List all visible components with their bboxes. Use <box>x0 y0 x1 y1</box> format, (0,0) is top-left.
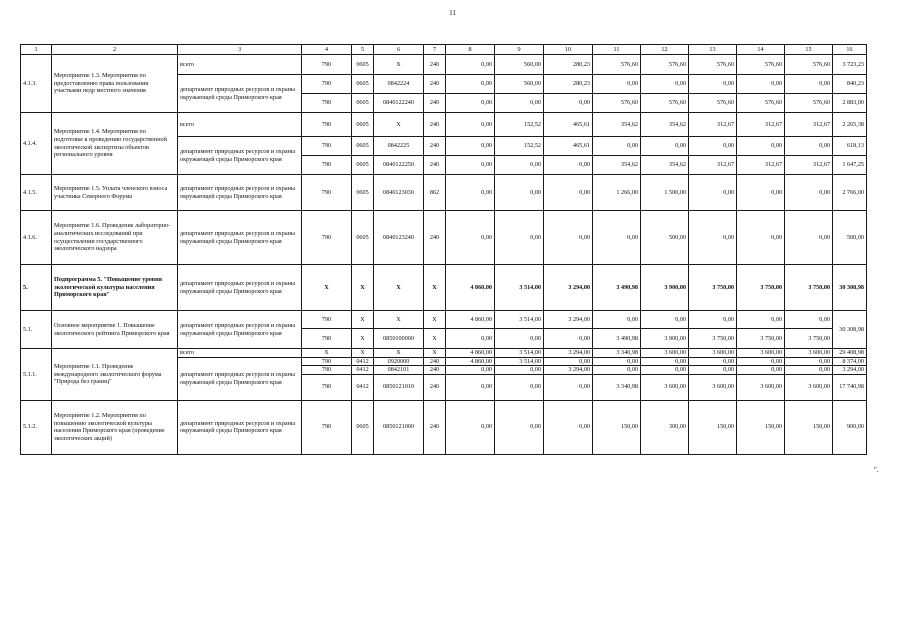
row-name: Мероприятие 1.5. Уплата членского взноса участника Северного Форума <box>52 175 178 211</box>
row-responsible: департамент природных ресурсов и охраны окружающей среды Приморского края <box>178 137 302 175</box>
cell-value: 354,62 <box>593 113 641 137</box>
cell-value: 150,00 <box>737 400 785 454</box>
cell-total: 17 740,98 <box>833 374 867 400</box>
cell-value: 0,00 <box>495 175 544 211</box>
cell-value: 0,00 <box>544 357 593 366</box>
cell-value: 312,67 <box>689 113 737 137</box>
cell-value: 0,00 <box>446 113 495 137</box>
cell-value: 576,60 <box>785 94 833 113</box>
cell-value: 0,00 <box>446 329 495 349</box>
cell-total: 618,13 <box>833 137 867 156</box>
cell-csr: 0840122250 <box>374 156 424 175</box>
budget-table <box>20 44 867 455</box>
cell-value: 3 340,98 <box>593 374 641 400</box>
cell-value: 312,67 <box>785 113 833 137</box>
cell-grbs: X <box>302 265 352 311</box>
cell-value: 3 600,00 <box>641 349 689 358</box>
cell-total: 3 294,00 <box>833 366 867 375</box>
row-name: Мероприятие 1.6. Проведение лабораторно-аналитических исследований при осуществлении государственного экологического надзора <box>52 211 178 265</box>
cell-vr: X <box>424 349 446 358</box>
cell-rzpr: 0605 <box>352 156 374 175</box>
cell-value: 3 294,00 <box>544 311 593 329</box>
row-responsible: департамент природных ресурсов и охраны окружающей среды Приморского края <box>178 211 302 265</box>
cell-vr: 240 <box>424 400 446 454</box>
cell-value: 4 860,00 <box>446 349 495 358</box>
cell-total: 2 265,38 <box>833 113 867 137</box>
cell-value: 3 600,00 <box>641 374 689 400</box>
cell-rzpr: X <box>352 311 374 329</box>
cell-value: 0,00 <box>785 357 833 366</box>
cell-rzpr: X <box>352 349 374 358</box>
cell-value: 0,00 <box>689 175 737 211</box>
cell-value: 0,00 <box>495 94 544 113</box>
cell-rzpr: X <box>352 329 374 349</box>
cell-value: 3 294,00 <box>544 366 593 375</box>
cell-value: 500,00 <box>641 211 689 265</box>
cell-grbs: 790 <box>302 94 352 113</box>
row-name: Основное мероприятие 1. Повышение экологического рейтинга Приморского края <box>52 311 178 349</box>
cell-value: 0,00 <box>446 137 495 156</box>
cell-value: 0,00 <box>446 55 495 75</box>
cell-csr: 0842101 <box>374 366 424 375</box>
cell-value: 150,00 <box>689 400 737 454</box>
cell-value: 3 294,00 <box>544 265 593 311</box>
cell-value: 0,00 <box>737 311 785 329</box>
row-responsible: департамент природных ресурсов и охраны окружающей среды Приморского края <box>178 75 302 113</box>
cell-csr: X <box>374 265 424 311</box>
cell-value: 0,00 <box>593 311 641 329</box>
header-cell: 6 <box>374 45 424 55</box>
cell-value: 0,00 <box>495 400 544 454</box>
cell-vr: 240 <box>424 211 446 265</box>
header-cell: 10 <box>544 45 593 55</box>
cell-value: 300,00 <box>641 400 689 454</box>
table-row <box>21 349 867 358</box>
cell-value: 0,00 <box>544 156 593 175</box>
cell-value: 0,00 <box>689 366 737 375</box>
table-row <box>21 400 867 454</box>
cell-value: 3 750,00 <box>689 329 737 349</box>
header-cell: 3 <box>178 45 302 55</box>
row-code: 4.1.6. <box>21 211 52 265</box>
cell-value: 3 600,00 <box>785 349 833 358</box>
cell-value: 152,52 <box>495 137 544 156</box>
cell-csr: 0840123240 <box>374 211 424 265</box>
cell-value: 4 860,00 <box>446 357 495 366</box>
cell-value: 0,00 <box>446 400 495 454</box>
cell-value: 0,00 <box>689 75 737 94</box>
row-responsible: всего <box>178 113 302 137</box>
table-row <box>21 55 867 75</box>
cell-vr: 240 <box>424 55 446 75</box>
row-name: Мероприятие 1.3. Мероприятия по предоставлению права пользования участками недр местного значения <box>52 55 178 113</box>
cell-value: 0,00 <box>544 175 593 211</box>
cell-csr: 0850121010 <box>374 374 424 400</box>
cell-rzpr: X <box>352 265 374 311</box>
cell-value: 0,00 <box>737 366 785 375</box>
cell-value: 0,00 <box>446 374 495 400</box>
cell-value: 0,00 <box>495 374 544 400</box>
row-code: 5.1.1. <box>21 349 52 401</box>
cell-csr: 0840123030 <box>374 175 424 211</box>
cell-value: 4 860,00 <box>446 311 495 329</box>
cell-value: 0,00 <box>737 175 785 211</box>
cell-grbs: 790 <box>302 55 352 75</box>
cell-vr: X <box>424 329 446 349</box>
table-row <box>21 311 867 329</box>
cell-value: 3 294,00 <box>544 349 593 358</box>
cell-csr: X <box>374 349 424 358</box>
cell-value: 0,00 <box>689 311 737 329</box>
header-cell: 1 <box>21 45 52 55</box>
cell-value: 354,62 <box>593 156 641 175</box>
row-code: 4.1.4. <box>21 113 52 175</box>
cell-total: 30 308,98 <box>833 265 867 311</box>
cell-rzpr: 0605 <box>352 55 374 75</box>
cell-rzpr: 0605 <box>352 94 374 113</box>
cell-value: 0,00 <box>495 329 544 349</box>
cell-rzpr: 0412 <box>352 366 374 375</box>
cell-value: 465,61 <box>544 137 593 156</box>
cell-grbs: 790 <box>302 75 352 94</box>
header-cell: 8 <box>446 45 495 55</box>
cell-grbs: 790 <box>302 400 352 454</box>
cell-value: 0,00 <box>544 329 593 349</box>
cell-csr: 0840122240 <box>374 94 424 113</box>
cell-value: 576,60 <box>785 55 833 75</box>
table-row <box>21 175 867 211</box>
cell-value: 560,00 <box>495 55 544 75</box>
row-responsible: департамент природных ресурсов и охраны окружающей среды Приморского края <box>178 311 302 349</box>
cell-value: 576,60 <box>641 55 689 75</box>
cell-value: 4 860,00 <box>446 265 495 311</box>
row-name: Мероприятие 1.4. Мероприятия по подготовке к проведению государственной экологической экспертизы объектов регионального уровня <box>52 113 178 175</box>
cell-vr: 240 <box>424 357 446 366</box>
cell-value: 0,00 <box>593 357 641 366</box>
cell-value: 0,00 <box>785 311 833 329</box>
cell-value: 3 514,00 <box>495 357 544 366</box>
row-code: 5. <box>21 265 52 311</box>
cell-csr: X <box>374 311 424 329</box>
cell-value: 1 266,00 <box>593 175 641 211</box>
end-quote-mark: ". <box>874 466 879 474</box>
cell-rzpr: 0412 <box>352 374 374 400</box>
row-name: Мероприятие 1.2. Мероприятия по повышению экологической культуры населения Приморского края (проведение экологических акций) <box>52 400 178 454</box>
cell-csr: 0850121000 <box>374 400 424 454</box>
row-responsible: департамент природных ресурсов и охраны окружающей среды Приморского края <box>178 357 302 400</box>
cell-value: 0,00 <box>544 400 593 454</box>
cell-value: 0,00 <box>446 366 495 375</box>
cell-total: 1 647,25 <box>833 156 867 175</box>
cell-value: 3 750,00 <box>785 329 833 349</box>
row-responsible: департамент природных ресурсов и охраны окружающей среды Приморского края <box>178 175 302 211</box>
cell-grbs: 790 <box>302 156 352 175</box>
row-responsible: департамент природных ресурсов и охраны окружающей среды Приморского края <box>178 400 302 454</box>
cell-csr: X <box>374 113 424 137</box>
cell-vr: 862 <box>424 175 446 211</box>
cell-grbs: 790 <box>302 175 352 211</box>
cell-vr: X <box>424 311 446 329</box>
cell-csr: 0842225 <box>374 137 424 156</box>
cell-value: 354,62 <box>641 156 689 175</box>
cell-value: 0,00 <box>446 94 495 113</box>
cell-value: 576,60 <box>737 94 785 113</box>
cell-value: 280,23 <box>544 55 593 75</box>
cell-value: 0,00 <box>641 366 689 375</box>
cell-value: 312,67 <box>737 156 785 175</box>
cell-value: 3 750,00 <box>785 265 833 311</box>
header-cell: 13 <box>689 45 737 55</box>
cell-value: 3 340,98 <box>593 349 641 358</box>
cell-csr: 0842224 <box>374 75 424 94</box>
cell-value: 576,60 <box>641 94 689 113</box>
header-cell: 9 <box>495 45 544 55</box>
cell-value: 560,00 <box>495 75 544 94</box>
cell-vr: 240 <box>424 75 446 94</box>
cell-value: 354,62 <box>641 113 689 137</box>
cell-grbs: X <box>302 349 352 358</box>
cell-value: 0,00 <box>544 94 593 113</box>
table-row <box>21 211 867 265</box>
cell-csr: 0920000 <box>374 357 424 366</box>
row-name: Подпрограмма 5. "Повышение уровня экологической культуры населения Приморского края" <box>52 265 178 311</box>
header-cell: 5 <box>352 45 374 55</box>
header-cell: 12 <box>641 45 689 55</box>
cell-value: 3 750,00 <box>689 265 737 311</box>
cell-total: 30 308,98 <box>833 311 867 349</box>
cell-rzpr: 0412 <box>352 357 374 366</box>
cell-value: 0,00 <box>641 357 689 366</box>
cell-total: 8 374,00 <box>833 357 867 366</box>
cell-value: 576,60 <box>689 55 737 75</box>
cell-value: 0,00 <box>593 211 641 265</box>
cell-value: 0,00 <box>785 137 833 156</box>
cell-value: 280,23 <box>544 75 593 94</box>
cell-value: 576,60 <box>593 94 641 113</box>
cell-value: 0,00 <box>737 357 785 366</box>
cell-value: 0,00 <box>785 175 833 211</box>
cell-value: 0,00 <box>737 75 785 94</box>
cell-value: 3 600,00 <box>737 374 785 400</box>
cell-csr: 0850100000 <box>374 329 424 349</box>
cell-grbs: 790 <box>302 374 352 400</box>
header-cell: 11 <box>593 45 641 55</box>
row-responsible: всего <box>178 55 302 75</box>
cell-vr: 240 <box>424 94 446 113</box>
cell-value: 0,00 <box>689 137 737 156</box>
cell-value: 3 600,00 <box>689 349 737 358</box>
header-cell: 14 <box>737 45 785 55</box>
cell-total: 2 883,00 <box>833 94 867 113</box>
table-row <box>21 265 867 311</box>
cell-value: 0,00 <box>495 156 544 175</box>
header-cell: 15 <box>785 45 833 55</box>
cell-value: 0,00 <box>446 75 495 94</box>
row-code: 5.1.2. <box>21 400 52 454</box>
cell-value: 0,00 <box>446 175 495 211</box>
cell-vr: 240 <box>424 366 446 375</box>
cell-grbs: 790 <box>302 366 352 375</box>
cell-total: 840,23 <box>833 75 867 94</box>
row-name: Мероприятие 1.1. Проведение международного экологического форума "Природа без границ" <box>52 349 178 401</box>
cell-value: 0,00 <box>641 137 689 156</box>
cell-value: 3 600,00 <box>689 374 737 400</box>
header-cell: 4 <box>302 45 352 55</box>
cell-total: 900,00 <box>833 400 867 454</box>
cell-rzpr: 0605 <box>352 211 374 265</box>
cell-value: 152,52 <box>495 113 544 137</box>
cell-value: 0,00 <box>544 374 593 400</box>
cell-value: 0,00 <box>689 211 737 265</box>
cell-value: 3 514,00 <box>495 311 544 329</box>
header-cell: 2 <box>52 45 178 55</box>
cell-value: 150,00 <box>785 400 833 454</box>
page-number: 11 <box>449 9 456 17</box>
cell-value: 3 600,00 <box>785 374 833 400</box>
cell-value: 0,00 <box>593 366 641 375</box>
cell-value: 0,00 <box>737 137 785 156</box>
cell-value: 3 900,00 <box>641 329 689 349</box>
cell-value: 0,00 <box>689 357 737 366</box>
cell-value: 576,60 <box>593 55 641 75</box>
cell-value: 0,00 <box>641 311 689 329</box>
cell-value: 465,61 <box>544 113 593 137</box>
cell-grbs: 790 <box>302 329 352 349</box>
cell-grbs: 790 <box>302 137 352 156</box>
cell-rzpr: 0605 <box>352 75 374 94</box>
cell-value: 0,00 <box>785 211 833 265</box>
cell-total: 29 408,98 <box>833 349 867 358</box>
cell-value: 0,00 <box>495 211 544 265</box>
row-responsible: всего <box>178 349 302 358</box>
table-row <box>21 113 867 137</box>
cell-value: 3 514,00 <box>495 265 544 311</box>
cell-value: 0,00 <box>737 211 785 265</box>
cell-value: 0,00 <box>593 137 641 156</box>
row-code: 5.1. <box>21 311 52 349</box>
cell-csr: X <box>374 55 424 75</box>
cell-value: 150,00 <box>593 400 641 454</box>
row-code: 4.1.3. <box>21 55 52 113</box>
cell-rzpr: 0605 <box>352 400 374 454</box>
cell-value: 312,67 <box>737 113 785 137</box>
cell-vr: 240 <box>424 137 446 156</box>
cell-value: 312,67 <box>689 156 737 175</box>
cell-total: 500,00 <box>833 211 867 265</box>
cell-value: 1 500,00 <box>641 175 689 211</box>
cell-grbs: 790 <box>302 113 352 137</box>
cell-vr: 240 <box>424 374 446 400</box>
cell-value: 3 490,98 <box>593 265 641 311</box>
cell-rzpr: 0605 <box>352 175 374 211</box>
cell-value: 3 600,00 <box>737 349 785 358</box>
cell-value: 0,00 <box>785 75 833 94</box>
cell-grbs: 790 <box>302 311 352 329</box>
cell-value: 3 490,98 <box>593 329 641 349</box>
header-row <box>21 45 867 55</box>
cell-value: 312,67 <box>785 156 833 175</box>
row-responsible: департамент природных ресурсов и охраны окружающей среды Приморского края <box>178 265 302 311</box>
cell-vr: 240 <box>424 156 446 175</box>
cell-total: 2 766,00 <box>833 175 867 211</box>
cell-value: 0,00 <box>446 211 495 265</box>
cell-value: 0,00 <box>495 366 544 375</box>
cell-value: 3 750,00 <box>737 329 785 349</box>
cell-value: 3 514,00 <box>495 349 544 358</box>
cell-vr: 240 <box>424 113 446 137</box>
cell-rzpr: 0605 <box>352 137 374 156</box>
cell-value: 3 900,00 <box>641 265 689 311</box>
cell-value: 0,00 <box>446 156 495 175</box>
header-cell: 16 <box>833 45 867 55</box>
cell-grbs: 790 <box>302 211 352 265</box>
cell-value: 0,00 <box>785 366 833 375</box>
cell-vr: X <box>424 265 446 311</box>
cell-value: 0,00 <box>544 211 593 265</box>
header-cell: 7 <box>424 45 446 55</box>
cell-value: 3 750,00 <box>737 265 785 311</box>
cell-value: 576,60 <box>737 55 785 75</box>
cell-value: 576,60 <box>689 94 737 113</box>
row-code: 4.1.5. <box>21 175 52 211</box>
cell-grbs: 790 <box>302 357 352 366</box>
cell-value: 0,00 <box>593 75 641 94</box>
cell-value: 0,00 <box>641 75 689 94</box>
cell-total: 3 723,23 <box>833 55 867 75</box>
cell-rzpr: 0605 <box>352 113 374 137</box>
